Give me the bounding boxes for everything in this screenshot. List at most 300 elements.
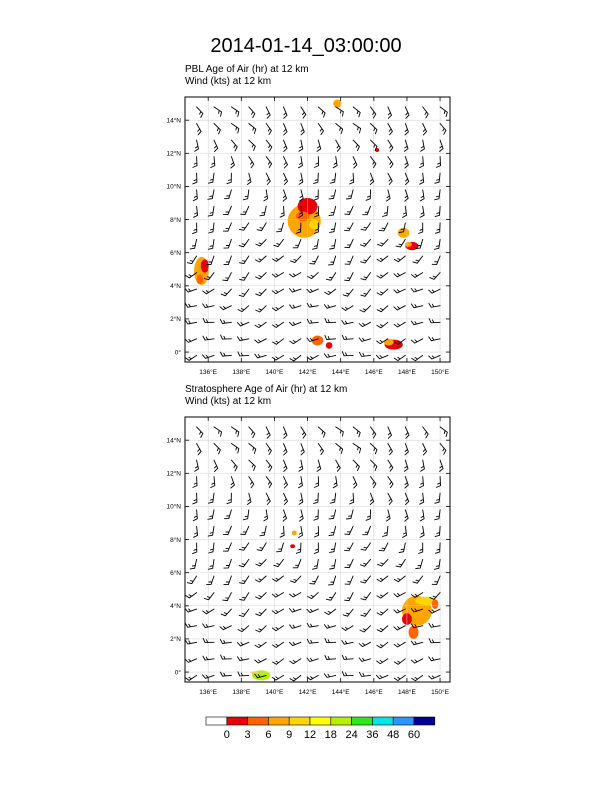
pbl-wind-barb	[193, 223, 197, 234]
strat-wind-barb	[377, 593, 388, 599]
strat-wind-barb	[359, 658, 370, 662]
pbl-fill-layer	[194, 99, 418, 349]
pbl-wind-barb	[361, 223, 371, 230]
pbl-wind-barb	[307, 319, 318, 323]
pbl-wind-barb	[214, 124, 220, 134]
pbl-wind-barb	[272, 289, 283, 294]
strat-x-tick-label: 144°E	[331, 689, 350, 696]
pbl-wind-barb	[429, 355, 440, 359]
strat-x-tick-label: 148°E	[398, 689, 416, 696]
pbl-wind-barb	[420, 157, 424, 168]
pbl-wind-barb	[435, 223, 440, 233]
colorbar-label: 48	[387, 729, 400, 741]
strat-wind-barb	[325, 655, 336, 659]
pbl-wind-barb	[255, 354, 266, 358]
strat-wind-barb	[290, 609, 301, 613]
pbl-y-tick-label: 14°N	[166, 117, 181, 125]
pbl-wind-barb	[327, 273, 336, 281]
strat-wind-barb	[239, 559, 249, 566]
pbl-wind-barb	[345, 256, 353, 264]
strat-y-tick-label: 14°N	[166, 437, 181, 445]
strat-wind-barb	[211, 477, 215, 488]
strat-wind-barb	[266, 444, 271, 455]
pbl-wind-barb	[185, 289, 196, 292]
pbl-wind-barb	[413, 256, 423, 263]
pbl-wind-barb	[377, 306, 388, 312]
pbl-wind-barb	[266, 173, 270, 184]
strat-wind-barb	[396, 559, 405, 567]
pbl-wind-barb	[284, 107, 288, 118]
pbl-wind-barb	[190, 239, 196, 249]
strat-wind-barb	[193, 543, 197, 554]
pbl-wind-barb	[220, 306, 231, 310]
strat-wind-barb	[208, 559, 214, 569]
strat-wind-barb	[197, 427, 203, 438]
strat-wind-barb	[255, 642, 266, 647]
strat-wind-barb	[416, 559, 423, 568]
strat-wind-barb	[266, 493, 270, 504]
strat-wind-barb	[290, 593, 301, 597]
pbl-wind-barb	[257, 223, 266, 231]
pbl-wind-barb	[325, 289, 336, 295]
strat-wind-barb	[247, 493, 251, 504]
pbl-wind-barb	[313, 239, 319, 249]
pbl-wind-barb	[224, 256, 232, 265]
pbl-wind-barb	[272, 306, 283, 311]
pbl-wind-barb	[405, 157, 408, 168]
colorbar-label: 60	[407, 729, 421, 741]
pbl-age-panel	[166, 64, 450, 376]
pbl-wind-barb	[290, 289, 301, 293]
strat-wind-barb	[345, 559, 353, 567]
strat-wind-barb	[383, 526, 388, 536]
strat-wind-barb	[264, 510, 268, 521]
pbl-wind-barb	[420, 190, 424, 201]
pbl-wind-barb	[361, 256, 371, 263]
pbl-wind-barb	[329, 256, 336, 265]
pbl-wind-barb	[299, 140, 303, 151]
pbl-wind-barb	[240, 256, 249, 264]
pbl-x-tick-label: 150°E	[431, 369, 449, 376]
strat-wind-barb	[273, 642, 284, 647]
strat-wind-barb	[318, 427, 325, 437]
strat-wind-barb	[220, 640, 231, 644]
colorbar-swatch	[268, 717, 289, 725]
strat-wind-barb	[361, 576, 371, 583]
pbl-wind-barb	[315, 157, 319, 168]
strat-wind-barb	[204, 593, 214, 600]
strat-wind-barb	[388, 477, 393, 488]
pbl-wind-barb	[429, 289, 440, 293]
pbl-wind-barb	[186, 355, 197, 360]
pbl-wind-barb	[388, 107, 392, 118]
strat-wind-barb	[345, 576, 353, 584]
strat-wind-barb	[214, 427, 222, 436]
strat-wind-barb	[299, 526, 303, 537]
strat-wind-barb	[377, 675, 388, 678]
pbl-wind-barb	[231, 107, 238, 117]
pbl-wind-barb	[293, 239, 301, 247]
pbl-wind-barb	[193, 173, 197, 184]
pbl-wind-barb	[239, 239, 249, 246]
strat-wind-barb	[361, 559, 371, 566]
pbl-wind-barb	[377, 289, 388, 295]
strat-wind-barb	[419, 543, 423, 554]
pbl-wind-barb	[221, 335, 232, 339]
strat-wind-barb	[296, 543, 301, 553]
pbl-wind-barb	[403, 206, 407, 217]
pbl-wind-barb	[345, 223, 354, 231]
strat-wind-barb	[423, 427, 429, 438]
pbl-wind-barb	[221, 352, 232, 356]
strat-wind-barb	[221, 609, 231, 616]
pbl-wind-barb	[423, 124, 427, 135]
strat-wind-barb	[203, 656, 214, 660]
pbl-wind-barb	[394, 355, 405, 360]
strat-wind-barb	[284, 427, 288, 438]
pbl-wind-barb	[336, 140, 341, 151]
strat-x-tick-label: 142°E	[298, 689, 317, 696]
strat-wind-barb	[307, 609, 318, 613]
strat-wind-barb	[185, 609, 196, 612]
strat-wind-barb	[342, 626, 353, 631]
strat-wind-barb	[345, 593, 354, 601]
strat-wind-barb	[394, 659, 405, 665]
strat-wind-barb	[314, 543, 318, 554]
strat-wind-barb	[429, 675, 440, 679]
strat-wind-barb	[405, 510, 408, 521]
pbl-wind-barb	[209, 173, 215, 183]
strat-wind-barb	[361, 609, 371, 616]
pbl-wind-barb	[363, 206, 371, 214]
pbl-wind-barb	[260, 206, 266, 216]
strat-wind-barb	[343, 609, 353, 616]
colorbar-swatch	[393, 717, 414, 725]
pbl-contour-region	[201, 259, 209, 272]
strat-wind-barb	[221, 672, 232, 676]
strat-contour-region	[290, 544, 295, 548]
strat-wind-barb	[330, 559, 336, 569]
strat-wind-barb	[223, 526, 231, 534]
strat-wind-barb	[272, 626, 283, 631]
pbl-wind-barb	[342, 306, 353, 311]
strat-wind-barb	[283, 510, 286, 521]
strat-wind-barb	[291, 576, 301, 583]
pbl-wind-barb	[238, 337, 249, 341]
colorbar-swatch	[227, 717, 248, 725]
strat-wind-barb	[346, 510, 353, 519]
pbl-wind-barb	[266, 107, 270, 118]
pbl-wind-barb	[249, 107, 255, 118]
strat-x-tick-label: 146°E	[364, 689, 383, 696]
strat-y-tick-label: 0°	[174, 669, 181, 677]
pbl-wind-barb	[345, 273, 354, 281]
strat-wind-barb	[299, 460, 303, 471]
strat-x-tick-label: 140°E	[265, 689, 284, 696]
strat-wind-barb	[350, 493, 354, 504]
strat-wind-barb	[421, 460, 425, 471]
pbl-wind-barb	[378, 239, 388, 246]
strat-wind-barb	[307, 658, 318, 662]
pbl-wind-barb	[224, 190, 231, 199]
pbl-wind-barb	[412, 273, 423, 278]
pbl-wind-barb	[221, 289, 231, 296]
strat-wind-barb	[353, 427, 360, 437]
colorbar-swatch	[414, 717, 435, 725]
strat-wind-barb	[313, 559, 319, 569]
pbl-wind-barb	[307, 303, 318, 307]
pbl-wind-barb	[249, 140, 256, 150]
pbl-wind-barb	[249, 124, 256, 134]
pbl-wind-barb	[231, 157, 235, 168]
strat-wind-barb	[208, 510, 214, 520]
pbl-wind-barb	[208, 239, 214, 249]
pbl-wind-barb	[274, 239, 284, 246]
pbl-wind-barb	[329, 190, 336, 199]
strat-wind-barb	[272, 609, 283, 614]
strat-wind-barb	[315, 477, 319, 488]
pbl-wind-barb	[273, 322, 284, 327]
pbl-contour-region	[405, 242, 412, 247]
strat-wind-barb	[231, 460, 237, 471]
pbl-x-tick-label: 138°E	[232, 369, 251, 376]
strat-wind-barb	[238, 672, 249, 676]
pbl-wind-barb	[412, 355, 423, 360]
strat-wind-barb	[411, 641, 422, 645]
strat-wind-barb	[243, 510, 249, 520]
pbl-wind-barb	[359, 338, 370, 342]
colorbar-label: 18	[324, 729, 337, 741]
pbl-wind-barb	[440, 124, 446, 135]
strat-wind-barb	[429, 623, 440, 627]
pbl-wind-barb	[383, 206, 388, 216]
strat-wind-barb	[361, 593, 371, 600]
pbl-wind-barb	[197, 124, 201, 135]
pbl-wind-barb	[231, 140, 237, 151]
strat-wind-barb	[359, 642, 370, 646]
pbl-wind-barb	[209, 223, 214, 233]
strat-wind-barb	[345, 526, 353, 534]
strat-wind-barb	[187, 576, 196, 584]
strat-wind-barb	[238, 626, 249, 632]
strat-wind-barb	[314, 493, 319, 503]
pbl-wind-barb	[379, 223, 388, 231]
strat-wind-barb	[249, 427, 255, 438]
pbl-wind-barb	[324, 354, 335, 358]
pbl-wind-barb	[377, 256, 388, 262]
pbl-wind-barb	[371, 157, 376, 168]
strat-wind-barb	[411, 659, 422, 663]
pbl-wind-barb	[195, 140, 199, 151]
strat-wind-barb	[318, 444, 323, 455]
pbl-wind-barb	[435, 190, 441, 200]
colorbar-swatch	[372, 717, 393, 725]
strat-wind-barb	[388, 460, 393, 471]
strat-wind-barb	[324, 674, 335, 678]
pbl-wind-barb	[370, 173, 373, 184]
pbl-wind-barb	[377, 273, 388, 279]
pbl-wind-barb	[194, 206, 198, 217]
strat-wind-barb	[274, 559, 284, 566]
pbl-wind-barb	[266, 140, 272, 151]
pbl-wind-barb	[317, 140, 321, 151]
pbl-wind-barb	[325, 335, 336, 339]
strat-wind-barb	[420, 510, 424, 521]
pbl-wind-barb	[394, 289, 405, 293]
pbl-x-tick-label: 136°E	[199, 369, 218, 376]
strat-wind-barb	[435, 543, 440, 553]
strat-wind-barb	[266, 427, 270, 438]
strat-wind-barb	[413, 576, 423, 583]
pbl-wind-barb	[342, 321, 353, 325]
strat-y-tick-label: 8°N	[170, 536, 181, 544]
pbl-wind-barb	[330, 173, 335, 183]
strat-wind-barb	[336, 427, 344, 436]
strat-wind-barb	[266, 477, 271, 488]
strat-wind-barb	[214, 460, 218, 471]
strat-wind-barb	[224, 559, 232, 568]
pbl-wind-barb	[345, 206, 353, 214]
pbl-wind-barb	[280, 206, 284, 217]
strat-wind-barb	[377, 626, 388, 632]
strat-wind-barb	[256, 593, 267, 599]
pbl-wind-barb	[291, 256, 301, 263]
strat-wind-barb	[299, 493, 303, 504]
strat-wind-barb	[388, 427, 392, 438]
strat-wind-barb	[231, 444, 238, 453]
strat-wind-barb	[249, 460, 256, 470]
strat-wind-barb	[377, 659, 388, 664]
pbl-wind-barb	[360, 352, 371, 356]
pbl-wind-barb	[256, 273, 267, 279]
pbl-wind-barb	[272, 273, 283, 278]
strat-wind-barb	[221, 655, 232, 659]
pbl-y-tick-label: 10°N	[166, 183, 181, 191]
strat-wind-barb	[185, 640, 196, 644]
pbl-wind-barb	[342, 335, 353, 339]
pbl-wind-barb	[290, 322, 301, 325]
pbl-wind-barb	[256, 256, 267, 262]
strat-wind-barb	[193, 493, 197, 504]
pbl-wind-barb	[193, 157, 197, 168]
pbl-wind-barb	[353, 157, 357, 168]
colorbar-swatch	[206, 717, 227, 725]
strat-wind-barb	[329, 510, 336, 519]
pbl-wind-barb	[314, 190, 318, 200]
pbl-wind-barb	[247, 173, 251, 184]
strat-y-tick-label: 10°N	[166, 503, 181, 511]
pbl-y-tick-label: 0°	[174, 349, 181, 357]
strat-wind-barb	[256, 559, 266, 566]
strat-wind-barb	[209, 543, 214, 553]
strat-fill-layer	[251, 530, 438, 680]
strat-wind-barb	[394, 626, 405, 630]
strat-wind-barb	[388, 444, 393, 455]
pbl-wind-barb	[283, 190, 286, 201]
pbl-wind-barb	[423, 107, 429, 118]
strat-wind-barb	[301, 427, 306, 438]
pbl-wind-barb	[336, 107, 344, 116]
pbl-wind-barb	[223, 223, 231, 231]
pbl-wind-barb	[411, 339, 422, 343]
pbl-wind-barb	[377, 322, 388, 328]
strat-wind-barb	[324, 625, 335, 629]
pbl-wind-barb	[284, 124, 288, 135]
pbl-wind-barb	[336, 124, 343, 134]
strat-wind-barb	[423, 444, 427, 455]
strat-wind-barb	[238, 657, 249, 661]
strat-wind-barb	[330, 543, 336, 553]
strat-wind-barb	[256, 609, 266, 616]
strat-wind-barb	[435, 510, 441, 520]
colorbar-swatch	[289, 717, 310, 725]
pbl-y-tick-label: 4°N	[170, 283, 181, 291]
strat-wind-barb	[284, 493, 288, 504]
pbl-wind-barb	[299, 157, 303, 168]
pbl-contour-region	[197, 274, 204, 284]
strat-wind-barb	[224, 510, 231, 519]
strat-y-tick-label: 6°N	[170, 569, 181, 577]
pbl-wind-barb	[324, 305, 335, 309]
colorbar-swatch	[248, 717, 269, 725]
strat-wind-barb	[260, 526, 266, 536]
pbl-contour-region	[326, 342, 333, 349]
pbl-wind-barb	[185, 339, 196, 343]
strat-wind-barb	[195, 460, 199, 471]
strat-contour-region	[432, 599, 439, 609]
strat-wind-barb	[208, 526, 214, 536]
strat-wind-barb	[327, 593, 336, 601]
strat-wind-barb	[223, 593, 232, 601]
pbl-wind-barb	[284, 173, 288, 184]
pbl-wind-barb	[350, 173, 354, 184]
pbl-wind-barb	[330, 239, 336, 249]
pbl-wind-barb	[345, 239, 353, 247]
strat-wind-barb	[207, 576, 214, 585]
pbl-wind-barb	[388, 140, 393, 151]
pbl-wind-barb	[388, 173, 392, 184]
strat-wind-barb	[209, 493, 215, 503]
pbl-wind-barb	[208, 206, 214, 216]
strat-wind-barb	[272, 593, 283, 598]
pbl-panel-title: PBL Age of Air (hr) at 12 km	[185, 64, 309, 75]
strat-wind-barb	[330, 493, 335, 503]
strat-wind-barb	[440, 444, 446, 455]
pbl-wind-barb	[420, 206, 424, 217]
pbl-wind-barb	[193, 190, 197, 201]
strat-wind-barb	[329, 576, 336, 585]
pbl-x-tick-label: 140°E	[265, 369, 284, 376]
strat-wind-barb	[435, 526, 440, 536]
strat-wind-barb	[412, 675, 423, 680]
strat-wind-barb	[314, 526, 318, 537]
pbl-wind-barb	[432, 256, 440, 264]
colorbar-swatch	[352, 717, 373, 725]
pbl-wind-barb	[214, 107, 222, 116]
pbl-wind-barb	[256, 306, 267, 312]
strat-wind-barb	[342, 641, 353, 645]
pbl-y-tick-label: 8°N	[170, 216, 181, 224]
strat-wind-barb	[308, 593, 319, 599]
strat-wind-barb	[240, 576, 249, 584]
strat-wind-barb	[420, 493, 424, 504]
pbl-x-tick-label: 146°E	[364, 369, 383, 376]
pbl-wind-barb	[197, 107, 203, 118]
strat-wind-barb	[361, 543, 371, 550]
pbl-wind-barb	[290, 355, 301, 361]
strat-wind-barb	[394, 642, 405, 647]
strat-wind-barb	[256, 576, 267, 582]
